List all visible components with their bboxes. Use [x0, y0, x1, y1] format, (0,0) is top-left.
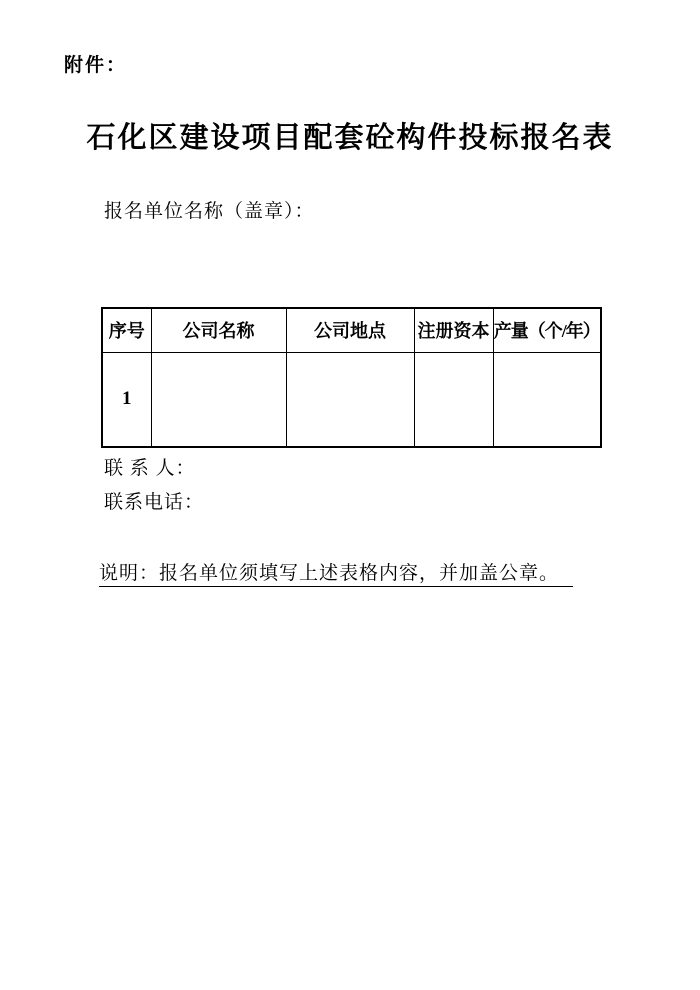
note-line	[99, 561, 573, 587]
cell-index: 1	[102, 352, 151, 447]
note-text: 说明：报名单位须填写上述表格内容，并加盖公章。	[99, 563, 573, 587]
col-header-company-location: 公司地点	[286, 308, 414, 352]
page-title: 石化区建设项目配套砼构件投标报名表	[86, 122, 614, 154]
table-header-row	[102, 308, 601, 352]
col-header-output: 产量（个/年）	[493, 308, 601, 352]
attachment-label: 附件：	[64, 55, 128, 76]
registration-table	[101, 307, 602, 448]
col-header-index: 序号	[102, 308, 151, 352]
cell-company-name	[151, 352, 286, 447]
cell-output	[493, 352, 601, 447]
contact-phone-label: 联系电话：	[104, 492, 205, 513]
table-row	[102, 352, 601, 447]
contact-person-label: 联 系 人：	[104, 458, 196, 479]
cell-registered-capital	[414, 352, 493, 447]
cell-company-location	[286, 352, 414, 447]
col-header-company-name: 公司名称	[151, 308, 286, 352]
org-name-label: 报名单位名称（盖章）：	[104, 201, 315, 222]
col-header-registered-capital: 注册资本	[414, 308, 493, 352]
